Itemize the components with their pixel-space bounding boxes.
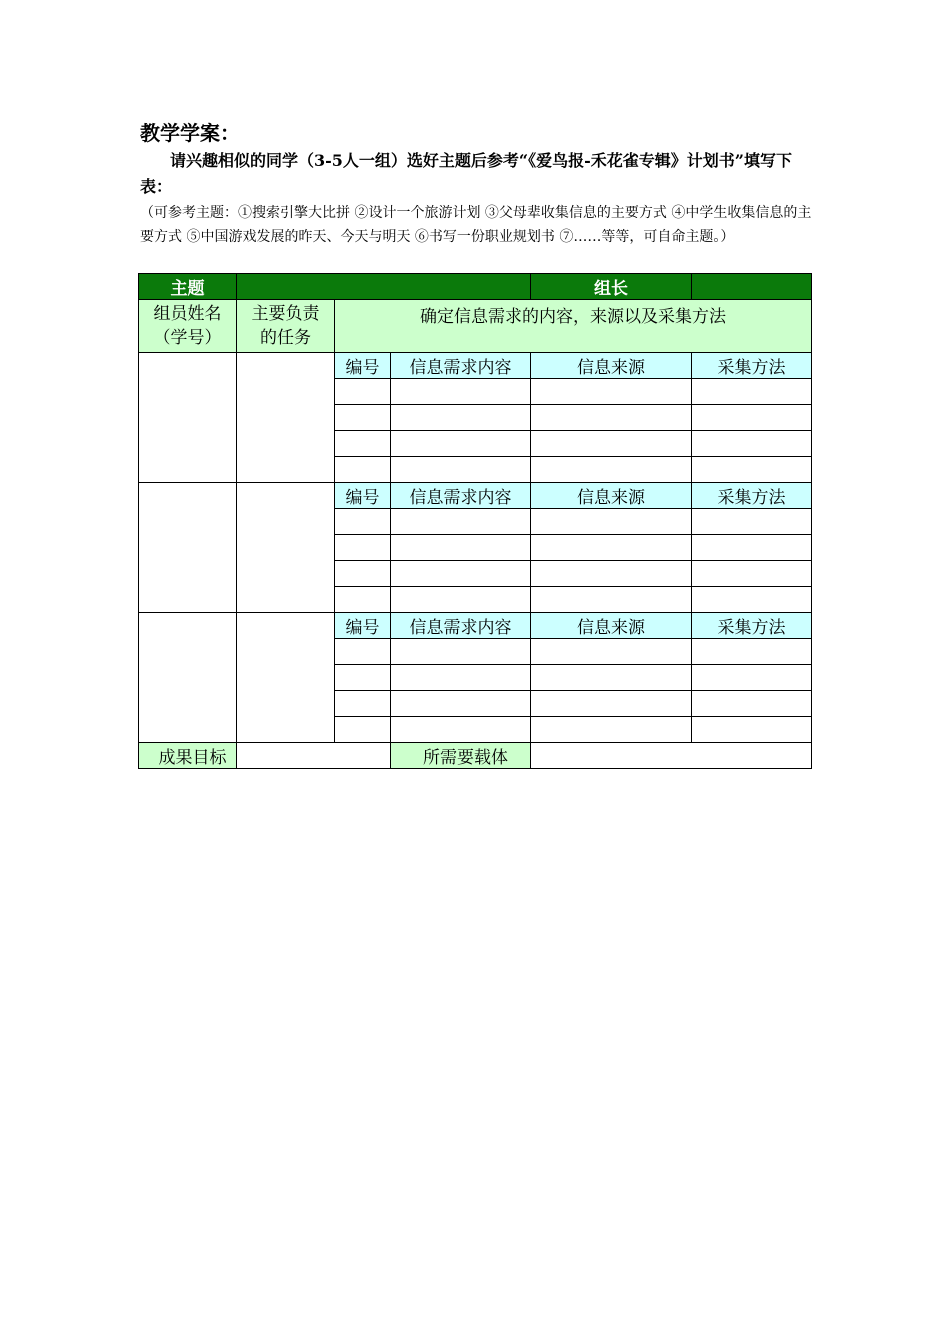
member-task-cell[interactable] xyxy=(237,353,335,483)
content-cell[interactable] xyxy=(391,379,531,405)
method-cell[interactable] xyxy=(692,587,812,613)
method-cell[interactable] xyxy=(692,457,812,483)
number-cell[interactable] xyxy=(335,379,391,405)
content-header: 信息需求内容 xyxy=(391,483,531,509)
number-cell[interactable] xyxy=(335,535,391,561)
carrier-label: 所需要载体 xyxy=(391,743,531,769)
number-cell[interactable] xyxy=(335,457,391,483)
source-header: 信息来源 xyxy=(531,613,692,639)
number-header: 编号 xyxy=(335,353,391,379)
member-group-3-header xyxy=(139,613,812,639)
method-cell[interactable] xyxy=(692,431,812,457)
task-label-line1: 主要负责 xyxy=(251,304,320,324)
content-cell[interactable] xyxy=(391,431,531,457)
number-header: 编号 xyxy=(335,483,391,509)
content-cell[interactable] xyxy=(391,587,531,613)
member-name-cell[interactable] xyxy=(139,483,237,613)
source-cell[interactable] xyxy=(531,691,692,717)
student-id-label: （学号） xyxy=(153,328,222,348)
number-header: 编号 xyxy=(335,613,391,639)
goal-label: 成果目标 xyxy=(139,743,237,769)
source-header: 信息来源 xyxy=(531,353,692,379)
number-cell[interactable] xyxy=(335,587,391,613)
planning-table xyxy=(138,273,812,769)
leader-input[interactable] xyxy=(692,274,812,300)
info-requirements-header: 确定信息需求的内容，来源以及采集方法 xyxy=(335,300,812,353)
carrier-input[interactable] xyxy=(531,743,812,769)
member-task-cell[interactable] xyxy=(237,613,335,743)
number-cell[interactable] xyxy=(335,665,391,691)
source-cell[interactable] xyxy=(531,535,692,561)
method-cell[interactable] xyxy=(692,691,812,717)
method-cell[interactable] xyxy=(692,639,812,665)
topic-input[interactable] xyxy=(237,274,531,300)
source-cell[interactable] xyxy=(531,587,692,613)
method-header: 采集方法 xyxy=(692,483,812,509)
member-name-cell[interactable] xyxy=(139,353,237,483)
topic-row xyxy=(139,274,812,300)
task-label-line2: 的任务 xyxy=(260,328,311,348)
content-cell[interactable] xyxy=(391,717,531,743)
goal-input[interactable] xyxy=(237,743,391,769)
content-cell[interactable] xyxy=(391,535,531,561)
source-header: 信息来源 xyxy=(531,483,692,509)
method-cell[interactable] xyxy=(692,561,812,587)
task-header xyxy=(237,300,335,353)
topic-label: 主题 xyxy=(139,274,237,300)
member-name-label: 组员姓名 xyxy=(153,304,222,324)
member-name-header xyxy=(139,300,237,353)
method-cell[interactable] xyxy=(692,379,812,405)
member-task-cell[interactable] xyxy=(237,483,335,613)
source-cell[interactable] xyxy=(531,717,692,743)
footer-row xyxy=(139,743,812,769)
source-cell[interactable] xyxy=(531,379,692,405)
leader-label: 组长 xyxy=(531,274,692,300)
number-cell[interactable] xyxy=(335,561,391,587)
page-heading: 教学学案： xyxy=(140,121,240,145)
number-cell[interactable] xyxy=(335,509,391,535)
content-cell[interactable] xyxy=(391,457,531,483)
number-cell[interactable] xyxy=(335,691,391,717)
number-cell[interactable] xyxy=(335,431,391,457)
source-cell[interactable] xyxy=(531,639,692,665)
method-cell[interactable] xyxy=(692,665,812,691)
source-cell[interactable] xyxy=(531,665,692,691)
column-header-row xyxy=(139,300,812,353)
method-cell[interactable] xyxy=(692,405,812,431)
source-cell[interactable] xyxy=(531,431,692,457)
source-cell[interactable] xyxy=(531,405,692,431)
method-header: 采集方法 xyxy=(692,353,812,379)
reference-topics: （可参考主题：①搜索引擎大比拼 ②设计一个旅游计划 ③父母辈收集信息的主要方式 ④中学生收集信息的主要方式 ⑤中国游戏发展的昨天、今天与明天 ⑥书写一份职业规划书 ⑦……等等，可自命主题。） xyxy=(140,205,812,245)
intro-text: 请兴趣相似的同学（3-5人一组）选好主题后参考“《爱鸟报-禾花雀专辑》计划书”填写下表： xyxy=(140,151,792,196)
content-cell[interactable] xyxy=(391,561,531,587)
source-cell[interactable] xyxy=(531,457,692,483)
source-cell[interactable] xyxy=(531,509,692,535)
content-cell[interactable] xyxy=(391,665,531,691)
content-header: 信息需求内容 xyxy=(391,613,531,639)
method-cell[interactable] xyxy=(692,717,812,743)
content-cell[interactable] xyxy=(391,405,531,431)
method-cell[interactable] xyxy=(692,535,812,561)
content-cell[interactable] xyxy=(391,691,531,717)
member-group-2-header xyxy=(139,483,812,509)
content-cell[interactable] xyxy=(391,509,531,535)
content-cell[interactable] xyxy=(391,639,531,665)
method-cell[interactable] xyxy=(692,509,812,535)
member-group-1-header xyxy=(139,353,812,379)
source-cell[interactable] xyxy=(531,561,692,587)
method-header: 采集方法 xyxy=(692,613,812,639)
member-name-cell[interactable] xyxy=(139,613,237,743)
number-cell[interactable] xyxy=(335,405,391,431)
number-cell[interactable] xyxy=(335,717,391,743)
content-header: 信息需求内容 xyxy=(391,353,531,379)
number-cell[interactable] xyxy=(335,639,391,665)
